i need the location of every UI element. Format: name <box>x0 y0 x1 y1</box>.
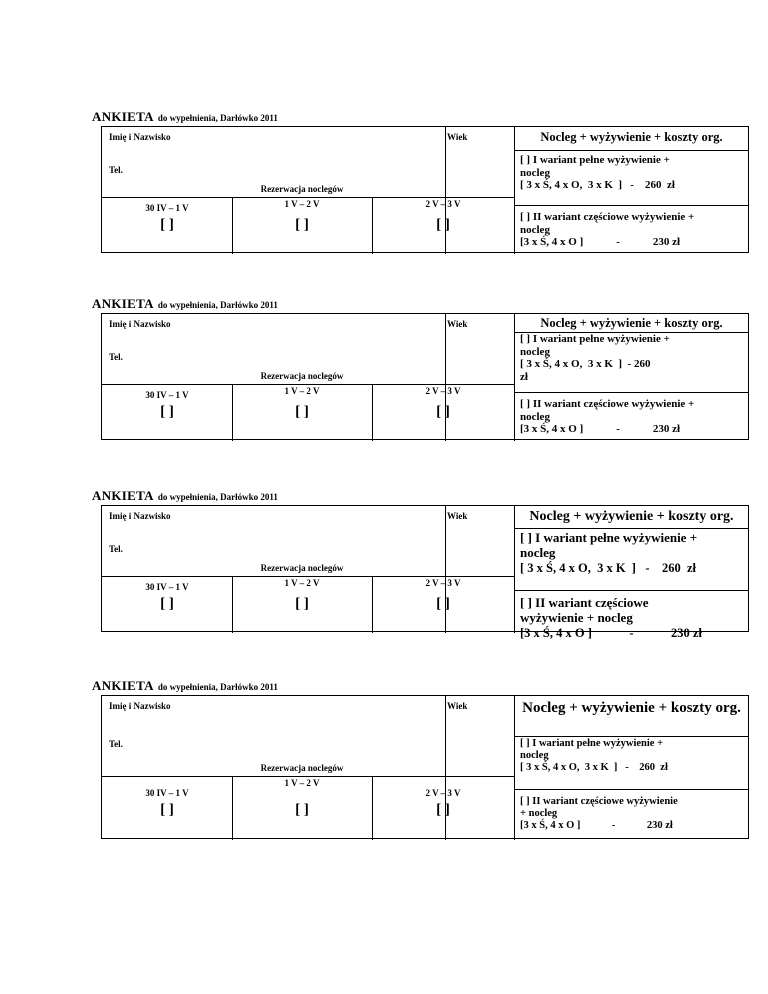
option-2-line-3: [3 x Ś, 4 x O ] - 230 zł <box>520 236 681 249</box>
pricing-header: Nocleg + wyżywienie + koszty org. <box>529 509 734 524</box>
form-box <box>101 505 749 640</box>
period-1-checkbox[interactable]: [ ] <box>160 596 174 612</box>
period-1-label: 30 IV – 1 V <box>145 390 189 400</box>
form-subtitle: do wypełnienia, Darłówko 2011 <box>157 300 278 310</box>
tel-label: Tel. <box>109 165 123 175</box>
option-1-line-3: [ 3 x Ś, 4 x O, 3 x K ] - 260 zł <box>520 179 675 192</box>
reservation-label: Rezerwacja noclegów <box>260 763 344 773</box>
form-box <box>101 695 749 839</box>
form-title: ANKIETA <box>92 109 154 124</box>
period-3-label: 2 V – 3 V <box>425 578 461 588</box>
period-1-checkbox[interactable]: [ ] <box>160 802 174 818</box>
tel-label: Tel. <box>109 352 123 362</box>
period-3-checkbox[interactable]: [ ] <box>436 404 450 420</box>
option-2[interactable] <box>520 796 742 832</box>
name-label: Imię i Nazwisko <box>109 511 171 521</box>
option-2-line-1: [ ] II wariant częściowe wyżywienie + <box>520 211 695 223</box>
option-2[interactable] <box>520 211 742 249</box>
form-title: ANKIETA <box>92 678 154 693</box>
tel-label: Tel. <box>109 739 123 749</box>
form-title-row <box>92 487 278 505</box>
period-3-label: 2 V – 3 V <box>425 386 461 396</box>
option-2-line-3: [3 x Ś, 4 x O ] - 230 zł <box>520 625 702 640</box>
name-label: Imię i Nazwisko <box>109 132 171 142</box>
option-2[interactable] <box>520 398 742 436</box>
period-1-checkbox[interactable]: [ ] <box>160 404 174 420</box>
option-2-line-2: nocleg <box>520 223 550 236</box>
period-2-checkbox[interactable]: [ ] <box>295 404 309 420</box>
period-1-label: 30 IV – 1 V <box>145 788 189 798</box>
period-1-checkbox[interactable]: [ ] <box>160 217 174 233</box>
period-2-checkbox[interactable]: [ ] <box>295 596 309 612</box>
age-label: Wiek <box>447 511 468 521</box>
period-1-label: 30 IV – 1 V <box>145 582 189 592</box>
form-title-row <box>92 677 278 695</box>
option-1-line-1: [ ] I wariant pełne wyżywienie + <box>520 530 698 545</box>
option-2-line-3: [3 x Ś, 4 x O ] - 230 zł <box>520 820 673 832</box>
option-1[interactable] <box>520 154 742 192</box>
period-3-label: 2 V – 3 V <box>425 199 461 209</box>
pricing-header: Nocleg + wyżywienie + koszty org. <box>522 700 741 716</box>
reservation-label: Rezerwacja noclegów <box>260 563 344 573</box>
option-2-line-3: [3 x Ś, 4 x O ] - 230 zł <box>520 423 681 436</box>
option-2[interactable] <box>520 596 748 640</box>
form-title: ANKIETA <box>92 296 154 311</box>
option-1-line-2: nocleg <box>520 345 550 358</box>
option-2-line-2: nocleg <box>520 410 550 423</box>
option-1-line-1: [ ] I wariant pełne wyżywienie + <box>520 154 670 166</box>
form-title-row <box>92 295 278 313</box>
option-1-line-2: nocleg <box>520 750 549 762</box>
option-2-line-2: wyżywienie + nocleg <box>520 609 633 625</box>
option-1-line-3: [ 3 x Ś, 4 x O, 3 x K ] - 260 <box>520 358 651 371</box>
option-1-line-2: nocleg <box>520 544 556 560</box>
name-label: Imię i Nazwisko <box>109 701 171 711</box>
option-1-line-1: [ ] I wariant pełne wyżywienie + <box>520 738 664 749</box>
pricing-header: Nocleg + wyżywienie + koszty org. <box>540 130 723 144</box>
option-2-line-2: + nocleg <box>520 808 558 820</box>
option-1-line-2: nocleg <box>520 166 550 179</box>
age-label: Wiek <box>447 319 468 329</box>
period-2-label: 1 V – 2 V <box>284 778 320 788</box>
form-subtitle: do wypełnienia, Darłówko 2011 <box>157 682 278 692</box>
tel-label: Tel. <box>109 544 123 554</box>
period-3-checkbox[interactable]: [ ] <box>436 217 450 233</box>
option-1-line-3: [ 3 x Ś, 4 x O, 3 x K ] - 260 zł <box>520 560 697 575</box>
reservation-label: Rezerwacja noclegów <box>260 184 344 194</box>
period-2-checkbox[interactable]: [ ] <box>295 802 309 818</box>
form-subtitle: do wypełnienia, Darłówko 2011 <box>157 492 278 502</box>
period-3-checkbox[interactable]: [ ] <box>436 802 450 818</box>
form-box <box>101 313 749 440</box>
period-1-label: 30 IV – 1 V <box>145 203 189 213</box>
age-label: Wiek <box>447 132 468 142</box>
age-label: Wiek <box>447 701 468 711</box>
option-1[interactable] <box>520 738 742 774</box>
form-title: ANKIETA <box>92 488 154 503</box>
option-1[interactable] <box>520 531 748 575</box>
pricing-header: Nocleg + wyżywienie + koszty org. <box>540 316 723 330</box>
period-2-label: 1 V – 2 V <box>284 199 320 209</box>
form-title-row <box>92 108 278 126</box>
period-3-checkbox[interactable]: [ ] <box>436 596 450 612</box>
option-1-line-1: [ ] I wariant pełne wyżywienie + <box>520 333 670 345</box>
form-box <box>101 126 749 253</box>
option-2-line-1: [ ] II wariant częściowe wyżywienie <box>520 796 678 807</box>
option-1[interactable] <box>520 333 742 384</box>
option-2-line-1: [ ] II wariant częściowe wyżywienie + <box>520 398 695 410</box>
reservation-label: Rezerwacja noclegów <box>260 371 344 381</box>
option-2-line-1: [ ] II wariant częściowe <box>520 595 649 610</box>
period-2-label: 1 V – 2 V <box>284 386 320 396</box>
option-1-line-3: [ 3 x Ś, 4 x O, 3 x K ] - 260 zł <box>520 762 668 774</box>
period-3-label: 2 V – 3 V <box>425 788 461 798</box>
option-1-line-4: zł <box>520 370 528 383</box>
period-2-checkbox[interactable]: [ ] <box>295 217 309 233</box>
form-subtitle: do wypełnienia, Darłówko 2011 <box>157 113 278 123</box>
period-2-label: 1 V – 2 V <box>284 578 320 588</box>
name-label: Imię i Nazwisko <box>109 319 171 329</box>
